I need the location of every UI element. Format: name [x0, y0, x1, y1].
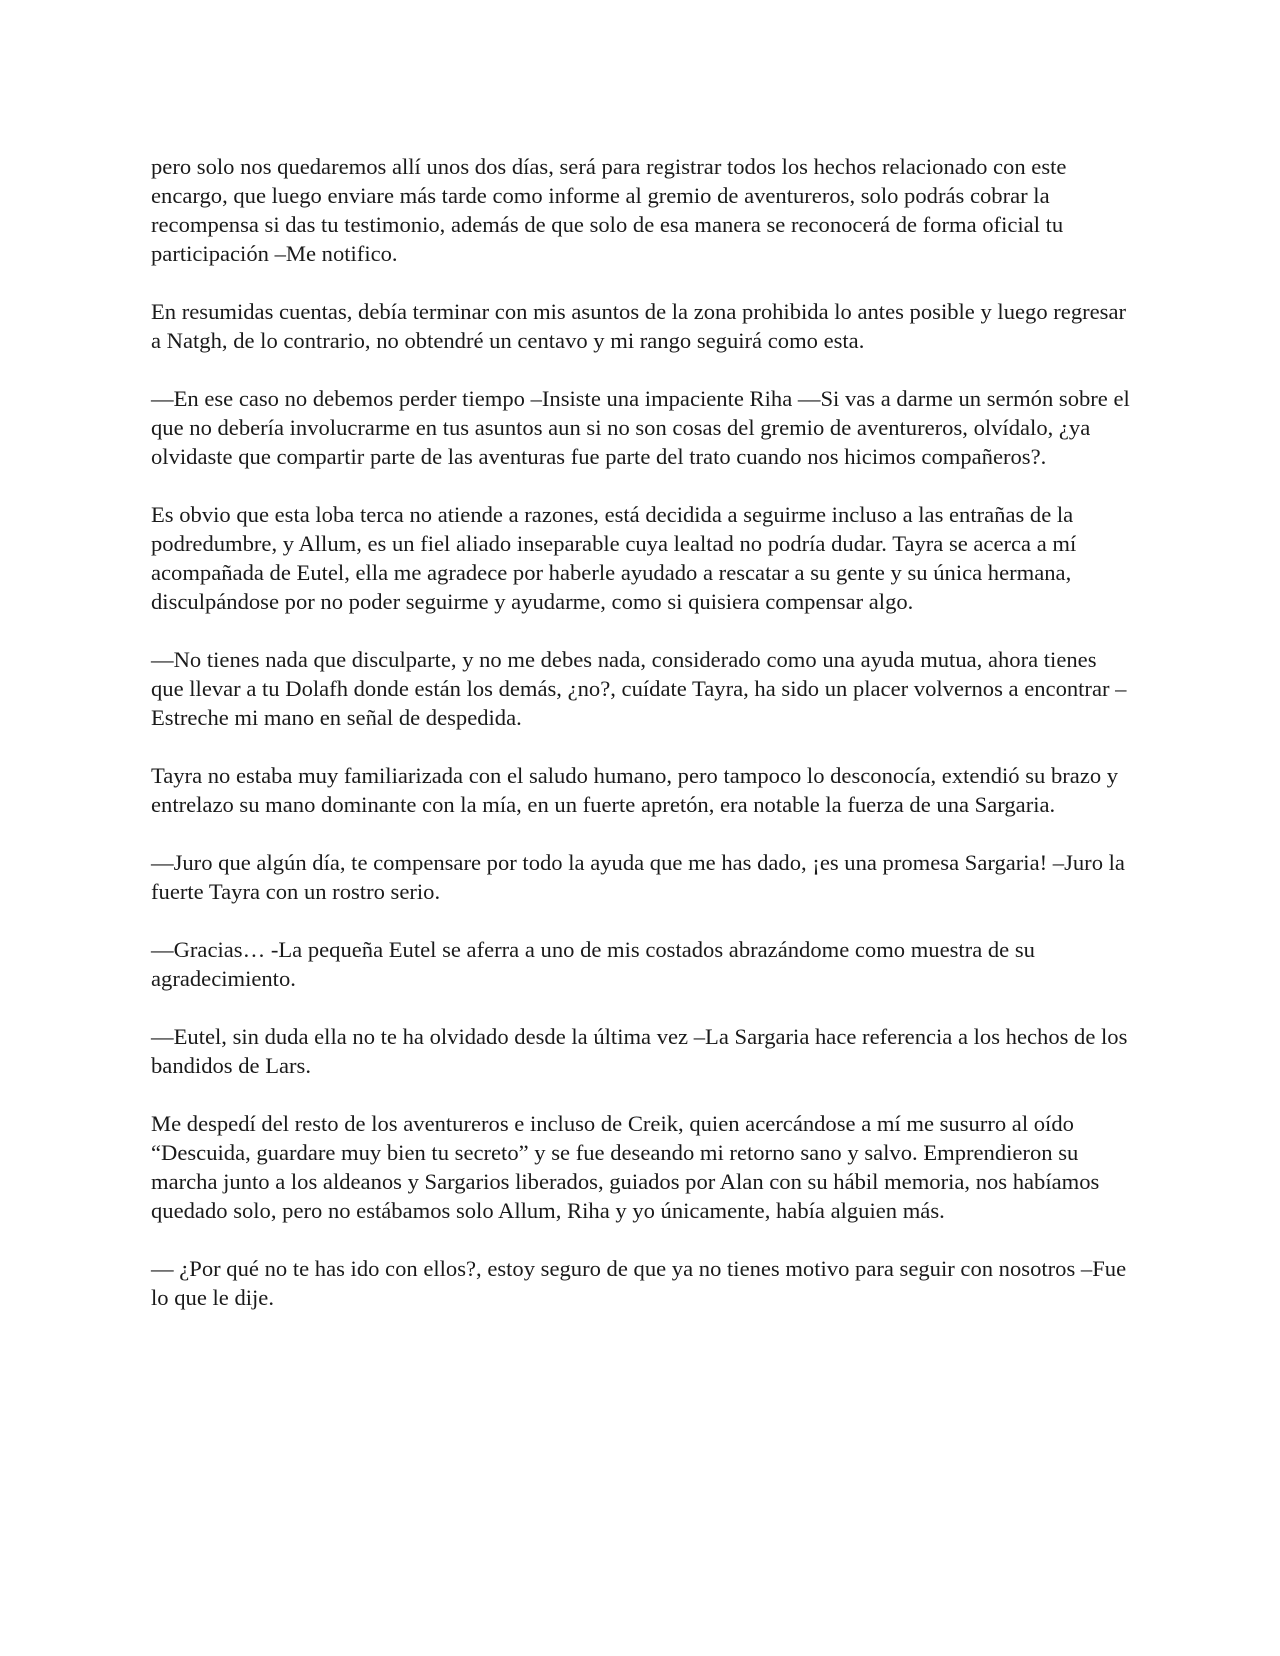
paragraph: En resumidas cuentas, debía terminar con mis asuntos de la zona prohibida lo antes posible y luego regresar a Natgh, de lo contrario, no obtendré un centavo y mi rango seguirá como esta.: [151, 299, 1127, 353]
paragraph: —Juro que algún día, te compensare por todo la ayuda que me has dado, ¡es una promesa Sargaria! –Juro la fuerte Tayra con un rostro serio.: [151, 850, 1125, 904]
paragraph: Me despedí del resto de los aventureros e incluso de Creik, quien acercándose a mí me susurro al oído “Descuida, guardare muy bien tu secreto” y se fue deseando mi retorno sano y salvo. Emprendieron su marcha junto a los aldeanos y Sargarios liberados, guiados por Alan con su hábil memoria, nos habíamos quedado solo, pero no estábamos solo Allum, Riha y yo únicamente, había alguien más.: [151, 1111, 1100, 1223]
paragraph: —Eutel, sin duda ella no te ha olvidado desde la última vez –La Sargaria hace referencia a los hechos de los bandidos de Lars.: [151, 1024, 1128, 1078]
paragraph: —En ese caso no debemos perder tiempo –Insiste una impaciente Riha —Si vas a darme un sermón sobre el que no debería involucrarme en tus asuntos aun si no son cosas del gremio de aventureros, olvídalo, ¿ya olvidaste que compartir parte de las aventuras fue parte del trato cuando nos hicimos compañeros?.: [151, 386, 1130, 469]
paragraph: Es obvio que esta loba terca no atiende a razones, está decidida a seguirme incluso a las entrañas de la podredumbre, y Allum, es un fiel aliado inseparable cuya lealtad no podría dudar. Tayra se acerca a mí acompañada de Eutel, ella me agradece por haberle ayudado a rescatar a su gente y su única hermana, disculpándose por no poder seguirme y ayudarme, como si quisiera compensar algo.: [151, 502, 1077, 614]
document-body: [151, 152, 1133, 1341]
paragraph: —No tienes nada que disculparte, y no me debes nada, considerado como una ayuda mutua, ahora tienes que llevar a tu Dolafh donde están los demás, ¿no?, cuídate Tayra, ha sido un placer volvernos a encontrar –Estreche mi mano en señal de despedida.: [151, 647, 1127, 730]
paragraph: Tayra no estaba muy familiarizada con el saludo humano, pero tampoco lo desconocía, extendió su brazo y entrelazo su mano dominante con la mía, en un fuerte apretón, era notable la fuerza de una Sargaria.: [151, 763, 1119, 817]
paragraph: — ¿Por qué no te has ido con ellos?, estoy seguro de que ya no tienes motivo para seguir con nosotros –Fue lo que le dije.: [151, 1256, 1127, 1310]
paragraph: —Gracias… -La pequeña Eutel se aferra a uno de mis costados abrazándome como muestra de su agradecimiento.: [151, 937, 1035, 991]
paragraph: pero solo nos quedaremos allí unos dos días, será para registrar todos los hechos relacionado con este encargo, que luego enviare más tarde como informe al gremio de aventureros, solo podrás cobrar la recompensa si das tu testimonio, además de que solo de esa manera se reconocerá de forma oficial tu participación –Me notifico.: [151, 154, 1067, 266]
